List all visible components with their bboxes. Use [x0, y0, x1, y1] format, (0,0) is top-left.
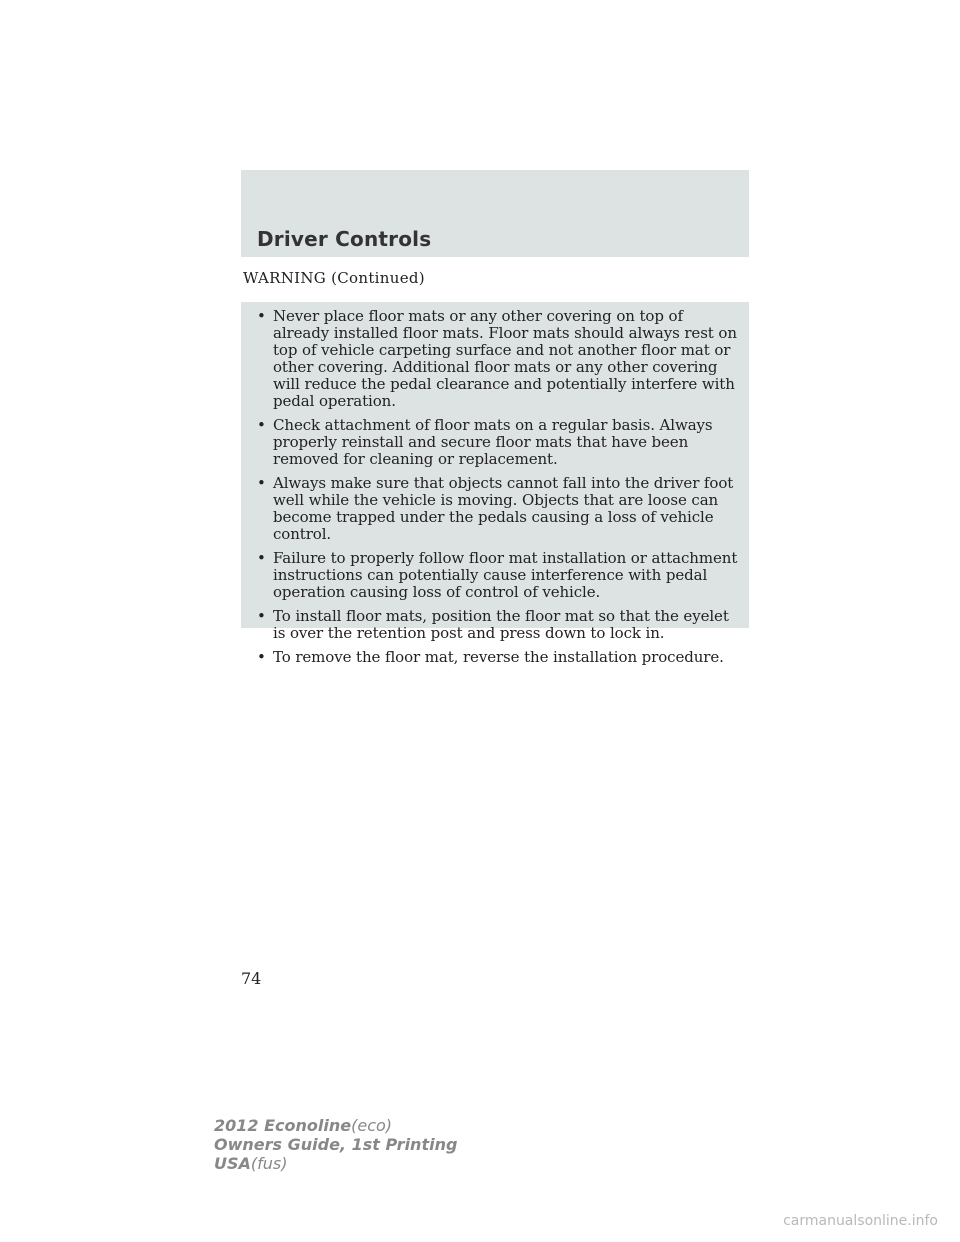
warning-list	[255, 308, 741, 666]
warning-item-text: To remove the floor mat, reverse the installation procedure.	[273, 648, 724, 666]
footer-line-edition	[214, 1135, 457, 1154]
bullet-icon: •	[257, 607, 266, 625]
bullet-icon: •	[257, 307, 266, 325]
warning-item	[255, 308, 741, 410]
footer-market-code: (fus)	[250, 1154, 288, 1173]
warning-item	[255, 550, 741, 601]
warning-heading: WARNING (Continued)	[243, 269, 425, 287]
footer-line-model	[214, 1116, 457, 1135]
warning-item-text: To install floor mats, position the floor mat so that the eyelet is over the retention post and press down to lock in.	[273, 607, 729, 642]
warning-item	[255, 475, 741, 543]
warning-item-text: Failure to properly follow floor mat installation or attachment instructions can potentially cause interference with pedal operation causing loss of control of vehicle.	[273, 549, 738, 601]
footer-edition: Owners Guide, 1st Printing	[214, 1135, 458, 1154]
bullet-icon: •	[257, 549, 266, 567]
watermark: carmanualsonline.info	[783, 1213, 938, 1229]
warning-item-text: Always make sure that objects cannot fall into the driver foot well while the vehicle is moving. Objects that are loose can become trapped under the pedals causing a loss of vehicle control.	[273, 474, 734, 543]
footer-model: 2012 Econoline	[214, 1116, 352, 1135]
footer	[214, 1116, 457, 1173]
page-number: 74	[241, 969, 262, 988]
footer-line-market	[214, 1154, 457, 1173]
warning-item	[255, 608, 741, 642]
warning-box	[241, 302, 749, 666]
footer-model-code: (eco)	[351, 1116, 393, 1135]
bullet-icon: •	[257, 648, 266, 666]
warning-item-text: Check attachment of floor mats on a regular basis. Always properly reinstall and secure floor mats that have been removed for cleaning or replacement.	[273, 416, 713, 468]
footer-market: USA	[214, 1154, 251, 1173]
warning-item	[255, 417, 741, 468]
bullet-icon: •	[257, 416, 266, 434]
warning-item-text: Never place floor mats or any other covering on top of already installed floor mats. Floor mats should always rest on top of vehicle carpeting surface and not another floor mat or other covering. Additional floor mats or any other covering will reduce the pedal clearance and potentially interfere with pedal operation.	[273, 307, 737, 410]
section-header	[241, 170, 749, 257]
section-title: Driver Controls	[257, 227, 432, 251]
warning-item	[255, 649, 741, 666]
bullet-icon: •	[257, 474, 266, 492]
